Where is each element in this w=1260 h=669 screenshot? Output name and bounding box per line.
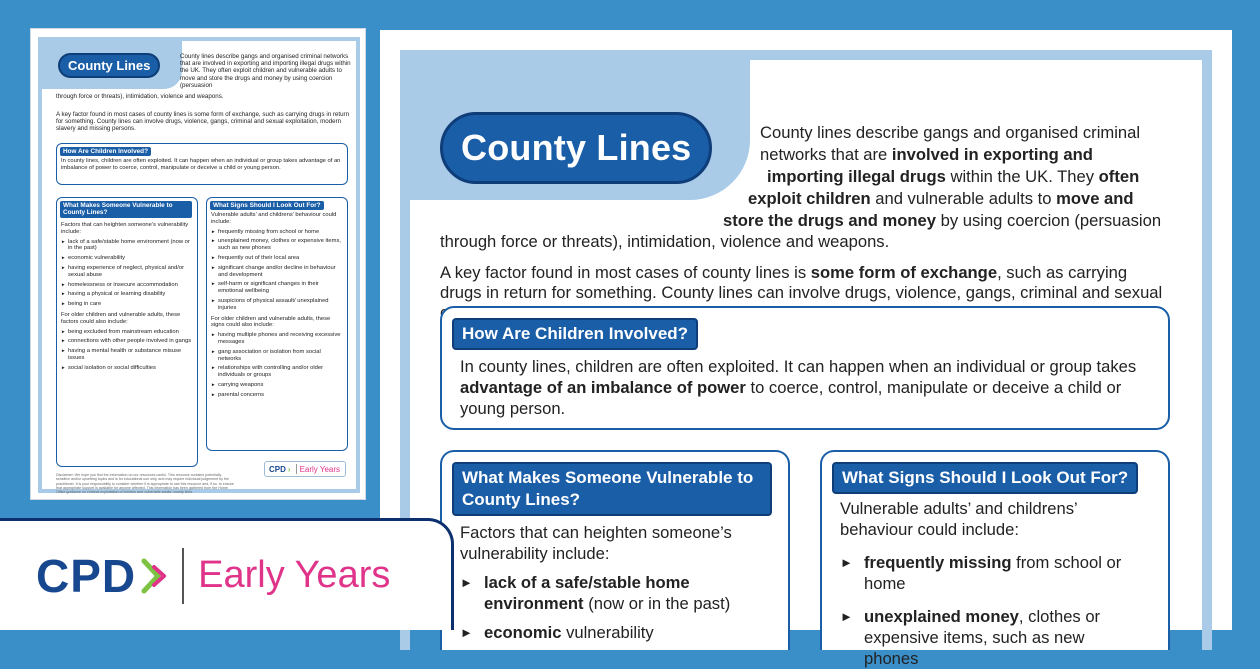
thumbnail-involved-text: In county lines, children are often exploited. It can happen when an individual or group takes advantage of an imbalance of power to coerce, control, manipulate or deceive a child or young person. bbox=[61, 158, 341, 171]
list-item: ► having experience of neglect, physical and/or sexual abuse bbox=[61, 265, 195, 279]
vulnerable-box bbox=[440, 450, 790, 650]
list-item: ► gang association or isolation from social networks bbox=[211, 349, 345, 363]
signs-box bbox=[820, 450, 1170, 668]
intro-line-1: County lines describe gangs and organised criminal bbox=[760, 123, 1141, 142]
list-item: ► frequently out of their local area bbox=[211, 255, 345, 262]
list-item: ► social isolation or social difficulties bbox=[61, 365, 195, 372]
thumbnail-title: County Lines bbox=[58, 53, 160, 78]
thumbnail-vulnerable-intro: Factors that can heighten someone’s vulnerability include: bbox=[61, 222, 189, 235]
logo-cpd-text: CPD bbox=[36, 549, 137, 602]
list-item: ► lack of a safe/stable home environment (now or in the past) bbox=[61, 239, 195, 253]
vulnerable-heading: What Makes Someone Vulnerable to County Lines? bbox=[452, 462, 772, 516]
chevron-right-icon bbox=[138, 553, 172, 599]
thumbnail-logo bbox=[264, 461, 346, 477]
thumbnail-signs-content bbox=[211, 212, 345, 399]
list-item: ► significant change and/or decline in behaviour and development bbox=[211, 265, 345, 279]
logo-divider bbox=[182, 548, 184, 604]
thumbnail-page[interactable] bbox=[30, 28, 366, 500]
list-item: ► having a physical or learning disability bbox=[61, 291, 195, 298]
thumbnail-signs-intro: Vulnerable adults’ and childrens’ behaviour could include: bbox=[211, 212, 337, 225]
vulnerable-intro: Factors that can heighten someone’s vulnerability include: bbox=[460, 523, 732, 563]
intro-line-4: exploit children and vulnerable adults to move and bbox=[748, 189, 1134, 208]
thumbnail-logo-divider bbox=[296, 464, 297, 474]
signs-heading: What Signs Should I Look Out For? bbox=[832, 462, 1138, 494]
key-factor-paragraph: A key factor found in most cases of county lines is some form of exchange, such as carrying drugs in return for something. County lines can involve drugs, violence, gangs, criminal and sexual bbox=[440, 263, 1163, 302]
involved-heading: How Are Children Involved? bbox=[452, 318, 698, 350]
vulnerable-content bbox=[460, 522, 780, 643]
thumbnail-intro-cont: through force or threats), intimidation, violence and weapons. bbox=[56, 93, 224, 100]
list-item: ► lack of a safe/stable home environment (now or in the past) bbox=[460, 572, 780, 614]
involved-text: In county lines, children are often exploited. It can happen when an individual or group takes advantage of an imbalance of power to coerce, control, manipulate or deceive a child or young person. bbox=[460, 357, 1137, 418]
intro-line-6: through force or threats), intimidation, violence and weapons. bbox=[440, 232, 890, 251]
list-item: ► having a mental health or substance misuse issues bbox=[61, 348, 195, 362]
list-item: ► suspicions of physical assault/ unexplained injuries bbox=[211, 298, 345, 312]
intro-line-5: store the drugs and money by using coercion (persuasion bbox=[723, 211, 1162, 230]
list-item: ► being in care bbox=[61, 301, 195, 308]
intro-line-2: networks that are involved in exporting and bbox=[760, 145, 1093, 164]
thumbnail-logo-early-years: Early Years bbox=[299, 464, 341, 474]
signs-content bbox=[840, 498, 1140, 669]
list-item: ► homelessness or insecure accommodation bbox=[61, 282, 195, 289]
thumbnail-signs-older: For older children and vulnerable adults, these signs could also include: bbox=[211, 315, 331, 329]
list-item: ► economic vulnerability bbox=[61, 255, 195, 262]
main-page bbox=[380, 30, 1232, 668]
list-item: ► carrying weapons bbox=[211, 382, 345, 389]
thumbnail-signs-heading: What Signs Should I Look Out For? bbox=[210, 201, 324, 210]
list-item: ► economic vulnerability bbox=[460, 622, 780, 643]
list-item: ► unexplained money, clothes or expensive items, such as new phones bbox=[211, 238, 345, 252]
intro-line-3: importing illegal drugs within the UK. They often bbox=[767, 167, 1140, 186]
thumbnail-vulnerable-box bbox=[56, 197, 198, 467]
list-item: ► being excluded from mainstream education bbox=[61, 329, 195, 336]
list-item: ► self-harm or significant changes in their emotional wellbeing bbox=[211, 281, 345, 295]
thumbnail-involved-box bbox=[56, 143, 348, 185]
list-item: ► frequently missing from school or home bbox=[211, 229, 345, 236]
thumbnail-logo-cpd: CPD bbox=[269, 464, 286, 474]
thumbnail-vulnerable-older: For older children and vulnerable adults, these factors could also include: bbox=[61, 311, 181, 325]
thumbnail-disclaimer: Disclaimer: We hope you find the information on our resources useful. This resource contains potentially sensitive and/or upsetting topics and is for educational use only, and may require individual judgement by the practitioner. It is your responsibility to consider whether it is appropriate to use this resource and, if so, to ensure that appropriate support is available for anyone affected. This information has been gathered from the Home Office guidance on criminal exploitation of children and vulnerable adults: county lines. bbox=[56, 473, 234, 495]
thumbnail-vulnerable-heading: What Makes Someone Vulnerable to County Lines? bbox=[60, 201, 192, 218]
thumbnail-signs-box bbox=[206, 197, 348, 451]
involved-box bbox=[440, 306, 1170, 430]
logo-early-years-text: Early Years bbox=[198, 554, 391, 596]
chevron-right-icon: › bbox=[287, 464, 291, 474]
thumbnail-vulnerable-content bbox=[61, 222, 195, 372]
thumbnail-paragraph: A key factor found in most cases of county lines is some form of exchange, such as carrying drugs in return for something. County lines can involve drugs, violence, gangs, criminal and sexual exploitation, modern slavery and missing persons. bbox=[56, 111, 350, 133]
list-item: ► parental concerns bbox=[211, 392, 345, 399]
thumbnail-involved-heading: How Are Children Involved? bbox=[60, 147, 151, 156]
thumbnail-intro: County lines describe gangs and organised criminal networks that are involved in exporting and importing illegal drugs within the UK. They often exploit children and vulnerable adults to move and store the drugs and money by using coercion (persuasion bbox=[180, 53, 351, 89]
list-item: ► having multiple phones and receiving excessive messages bbox=[211, 332, 345, 346]
page-title: County Lines bbox=[440, 112, 712, 184]
list-item: ► relationships with controlling and/or older individuals or groups bbox=[211, 365, 345, 379]
signs-intro: Vulnerable adults’ and childrens’ behaviour could include: bbox=[840, 499, 1078, 539]
thumbnail-frame bbox=[38, 37, 360, 493]
cpd-early-years-logo bbox=[0, 518, 454, 630]
list-item: ► frequently missing from school or home bbox=[840, 552, 1140, 594]
list-item: ► connections with other people involved in gangs bbox=[61, 338, 195, 345]
list-item: ► unexplained money, clothes or expensive items, such as new phones bbox=[840, 606, 1140, 669]
